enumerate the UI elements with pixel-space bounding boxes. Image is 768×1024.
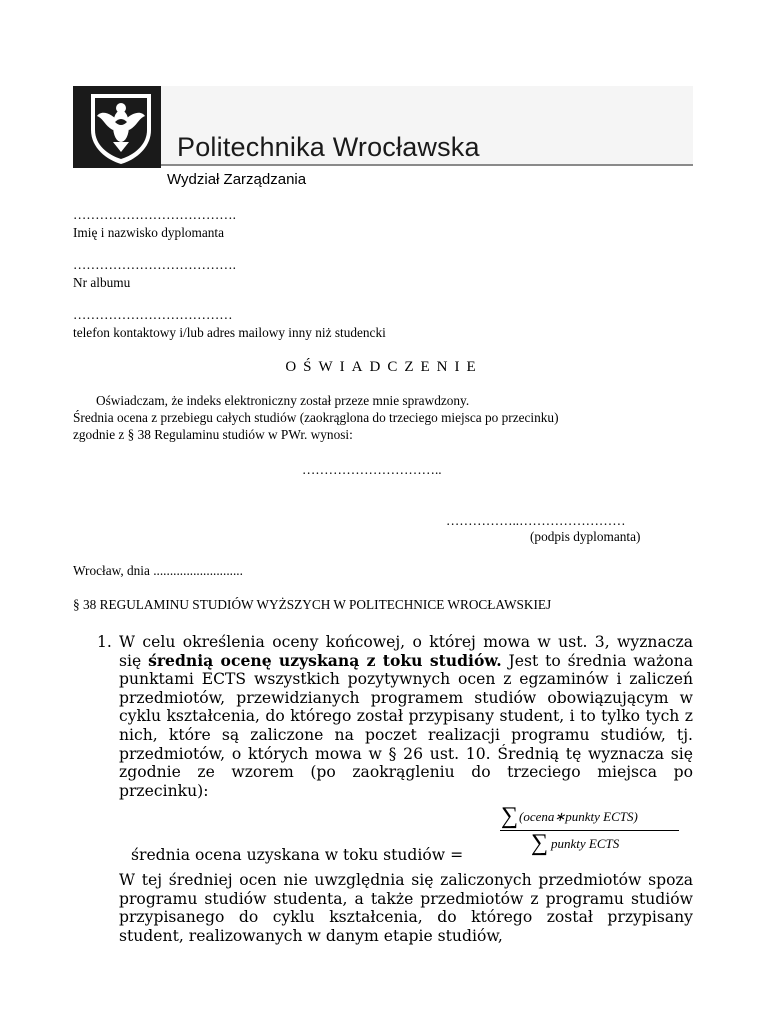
paragraph-text-a: W celu określenia oceny końcowej, o której mowa w ust. 3, wyznacza się [119, 633, 693, 670]
paragraph-text-bold: średnią ocenę uzyskaną z toku studiów. [148, 650, 502, 670]
eagle-crest-icon [73, 86, 161, 168]
declaration-line-1: Oświadczam, że indeks elektroniczny został przeze mnie sprawdzony. [96, 393, 470, 408]
declaration-line-2: Średnia ocena z przebiegu całych studiów (zaokrąglona do trzeciego miejsca po przecinku) [73, 410, 559, 425]
paragraph-text-b: Jest to średnia ważona punktami ECTS wszystkich pozytywnych ocen z egzaminów i zaliczeń przedmiotów, przewidzianych programem studiów obowiązującym w cyklu kształcenia, do którego został przypisany student, i to tylko tych z nich, które są zaliczone na poczet realizacji programu studiów, tj. przedmiotów, o których mowa w § 26 ust. 10. Średnią tę wyznacza się zgodnie ze wzorem (po zaokrągleniu do trzeciego miejsca po przecinku): [119, 651, 693, 800]
album-label: Nr albumu [73, 275, 131, 290]
fraction-line [500, 830, 679, 831]
regulation-paragraph-2: W tej średniej ocen nie uwzględnia się zaliczonych przedmiotów spoza programu studiów studenta, a także przedmiotów z programu studiów przypisanego do cyklu kształcenia, do którego został przypisany student, realizowanych w danym etapie studiów, [119, 871, 693, 945]
formula-numerator: (ocena∗punkty ECTS) [519, 809, 638, 824]
formula-denominator: punkty ECTS [551, 836, 620, 851]
signature-dots: ……………..…………………… [446, 513, 626, 528]
regulation-paragraph-1 [119, 633, 693, 800]
header-divider [161, 164, 693, 166]
sum-symbol-numerator: ∑ [501, 803, 519, 829]
name-dots: ………………………………. [73, 207, 236, 222]
university-name: Politechnika Wrocławska [177, 132, 480, 162]
formula-label: średnia ocena uzyskana w toku studiów = [131, 846, 464, 864]
regulation-heading: § 38 REGULAMINU STUDIÓW WYŻSZYCH W POLITECHNICE WROCŁAWSKIEJ [73, 597, 552, 612]
sum-symbol-denominator: ∑ [531, 830, 549, 856]
declaration-line-3: zgodnie z § 38 Regulaminu studiów w PWr. wynosi: [73, 427, 353, 442]
declaration-title: OŚWIADCZENIE [285, 359, 483, 375]
contact-dots: ……………………………… [73, 307, 233, 322]
contact-label: telefon kontaktowy i/lub adres mailowy inny niż studencki [73, 325, 386, 340]
average-dots: ………………………….. [302, 462, 442, 477]
name-label: Imię i nazwisko dyplomanta [73, 225, 225, 240]
signature-label: (podpis dyplomanta) [530, 529, 641, 544]
formula-numerator-text: ocena∗punkty ECTS [523, 809, 634, 824]
item-number: 1. [97, 633, 112, 651]
album-dots: ………………………………. [73, 257, 236, 272]
faculty-name: Wydział Zarządzania [167, 171, 307, 188]
place-date: Wrocław, dnia ........................... [73, 563, 243, 578]
university-logo [73, 86, 161, 168]
